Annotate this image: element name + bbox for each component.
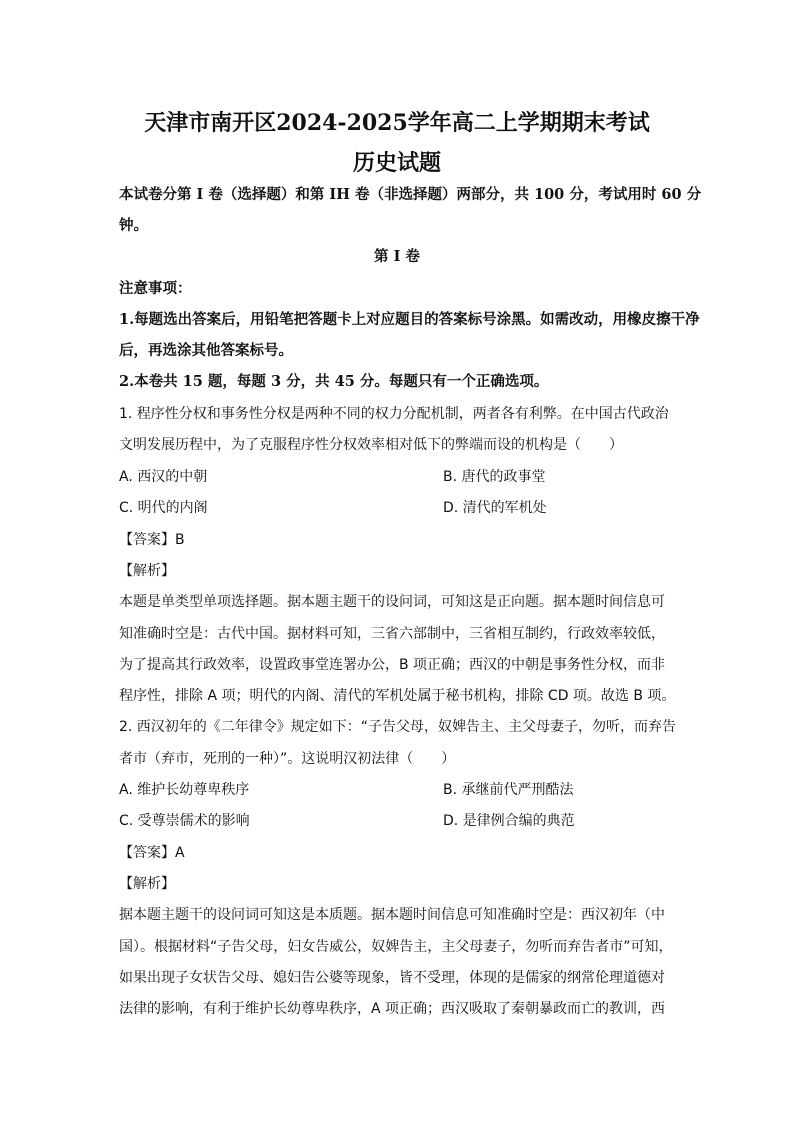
section-heading: 第 I 卷 [374,248,420,265]
intro-line-1: 本试卷分第 I 卷（选择题）和第 IH 卷（非选择题）两部分，共 100 分，考试用时 60 分 [119,186,702,203]
q1-analysis-line: 知准确时空是：古代中国。据材料可知，三省六部制中，三省相互制约，行政效率较低， [119,626,665,642]
q1-analysis-line: 为了提高其行政效率，设置政事堂连署办公，B 项正确；西汉的中朝是事务性分权，而非 [119,657,666,673]
q2-answer: 【答案】A [119,845,185,861]
note-1-line-1: 1.每题选出答案后，用铅笔把答题卡上对应题目的答案标号涂黑。如需改动，用橡皮擦干净 [119,311,700,328]
q2-analysis-label: 【解析】 [119,876,175,892]
q1-stem-line-1: 1. 程序性分权和事务性分权是两种不同的权力分配机制，两者各有利弊。在中国古代政治 [119,406,669,422]
q2-analysis-line: 法律的影响，有利于维护长幼尊卑秩序，A 项正确；西汉吸取了秦朝暴政而亡的教训，西 [119,1001,666,1017]
q2-analysis-line: 国）。根据材料“子告父母，妇女告威公，奴婢告主，主父母妻子，勿听而弃告者市”可知， [119,939,673,955]
q1-option-d: D. 清代的军机处 [443,500,547,516]
q2-analysis-line: 如果出现子女状告父母、媳妇告公婆等现象，皆不受理，体现的是儒家的纲常伦理道德对 [119,970,665,986]
q2-analysis-line: 据本题主题干的设问词可知这是本质题。据本题时间信息可知准确时空是：西汉初年（中 [119,907,665,923]
note-1-line-2: 后，再选涂其他答案标号。 [119,342,293,359]
q2-option-c: C. 受尊崇儒术的影响 [119,813,250,829]
q1-option-b: B. 唐代的政事堂 [443,469,546,485]
q1-analysis-line: 本题是单类型单项选择题。据本题主题干的设问词，可知这是正向题。据本题时间信息可 [119,594,665,610]
note-2: 2.本卷共 15 题，每题 3 分，共 45 分。每题只有一个正确选项。 [119,373,549,390]
document-title: 天津市南开区2024-2025学年高二上学期期末考试 [144,110,650,136]
q2-stem-line-1: 2. 西汉初年的《二年律令》规定如下：“子告父母，奴婢告主、主父母妻子，勿听，而弃告 [119,719,677,735]
q1-analysis-label: 【解析】 [119,563,175,579]
q1-option-a: A. 西汉的中朝 [119,469,208,485]
notes-heading: 注意事项： [119,280,192,297]
q1-option-c: C. 明代的内阁 [119,500,208,516]
document-subtitle: 历史试题 [352,150,441,176]
q2-option-d: D. 是律例合编的典范 [443,813,575,829]
q1-stem-line-2: 文明发展历程中，为了克服程序性分权效率相对低下的弊端而设的机构是（ ） [119,437,623,453]
q2-stem-line-2: 者市（弃市，死刑的一种）”。这说明汉初法律（ ） [119,751,456,767]
intro-line-2: 钟。 [119,217,148,234]
q2-option-b: B. 承继前代严刑酷法 [443,782,574,798]
q1-answer: 【答案】B [119,532,185,548]
q1-analysis-line: 程序性，排除 A 项；明代的内阁、清代的军机处属于秘书机构，排除 CD 项。故选 B 项。 [119,688,676,704]
q2-option-a: A. 维护长幼尊卑秩序 [119,782,250,798]
